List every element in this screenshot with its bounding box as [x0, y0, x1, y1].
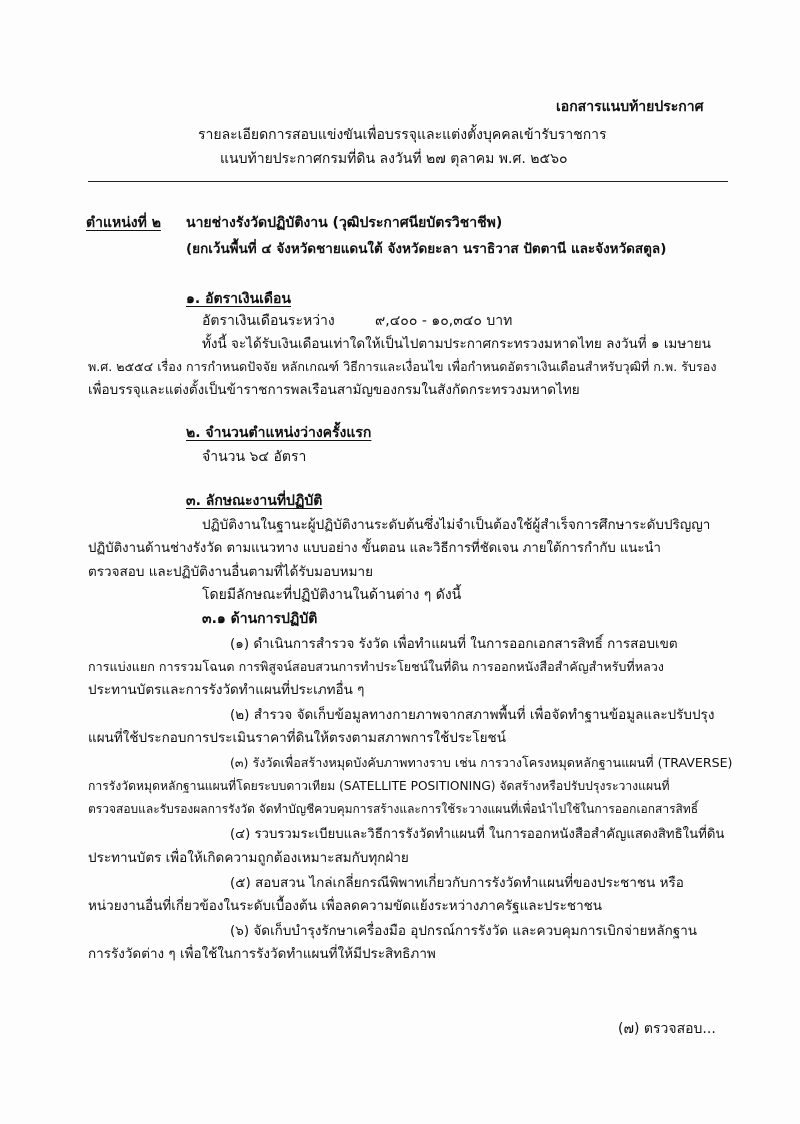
- duty-item-3-line: การรังวัดหมุดหลักฐานแผนที่โดยระบบดาวเทียม (SATELLITE POSITIONING) จัดสร้างหรือปรับปรุงระวางแผนที่: [88, 779, 670, 793]
- header-divider: [88, 181, 728, 182]
- section-1-paragraph-line: เพื่อบรรจุและแต่งตั้งเป็นข้าราชการพลเรือนสามัญของกรมในสังกัดกระทรวงมหาดไทย: [88, 382, 580, 398]
- section-3-heading: ๓. ลักษณะงานที่ปฏิบัติ: [186, 493, 323, 509]
- header-line-2: แนบท้ายประกาศกรมที่ดิน ลงวันที่ ๒๗ ตุลาคม พ.ศ. ๒๕๖๐: [220, 151, 568, 167]
- duty-item-5-line: (๕) สอบสวน ไกล่เกลี่ยกรณีพิพาทเกี่ยวกับการรังวัดทำแผนที่ของประชาชน หรือ: [230, 875, 684, 891]
- duty-item-3-line: (๓) รังวัดเพื่อสร้างหมุดบังคับภาพทางราบ เช่น การวางโครงหมุดหลักฐานแผนที่ (TRAVERSE): [230, 755, 733, 770]
- section-1-paragraph-line: พ.ศ. ๒๕๕๔ เรื่อง การกำหนดปัจจัย หลักเกณฑ์ วิธีการและเงื่อนไข เพื่อกำหนดอัตราเงินเดือนสำหรับวุฒิที่ ก.พ. รับรอง: [88, 359, 717, 374]
- duty-item-5-line: หน่วยงานอื่นที่เกี่ยวข้องในระดับเบื้องต้น เพื่อลดความขัดแย้งระหว่างภาครัฐและประชาชน: [88, 898, 603, 914]
- salary-range-value: ๙,๔๐๐ - ๑๐,๓๔๐ บาท: [375, 313, 513, 329]
- section-1-heading: ๑. อัตราเงินเดือน: [186, 291, 292, 307]
- section-1-paragraph-line: ทั้งนี้ จะได้รับเงินเดือนเท่าใดให้เป็นไปตามประกาศกระทรวงมหาดไทย ลงวันที่ ๑ เมษายน: [202, 336, 711, 352]
- duty-item-3-line: ตรวจสอบและรับรองผลการรังวัด จัดทำบัญชีควบคุมการสร้างและการใช้ระวางแผนที่เพื่อนำไปใช้ในการออกเอกสารสิทธิ์: [88, 802, 699, 816]
- duty-item-2-line: (๒) สำรวจ จัดเก็บข้อมูลทางกายภาพจากสภาพพื้นที่ เพื่อจัดทำฐานข้อมูลและปรับปรุง: [230, 707, 715, 723]
- page-continuation: (๗) ตรวจสอบ...: [618, 1021, 716, 1037]
- section-2-heading: ๒. จำนวนตำแหน่งว่างครั้งแรก: [186, 425, 372, 441]
- annex-title: เอกสารแนบท้ายประกาศ: [556, 99, 704, 115]
- position-label: ตำแหน่งที่ ๒: [86, 215, 161, 231]
- section-3-1-heading: ๓.๑ ด้านการปฏิบัติ: [202, 611, 318, 627]
- duty-item-4-line: ประทานบัตร เพื่อให้เกิดความถูกต้องเหมาะสมกับทุกฝ่าย: [88, 850, 409, 866]
- section-3-intro-line: ปฏิบัติงานด้านช่างรังวัด ตามแนวทาง แบบอย่าง ขั้นตอน และวิธีการที่ชัดเจน ภายใต้การกำกับ แนะนำ: [88, 541, 661, 556]
- duty-item-6-line: การรังวัดต่าง ๆ เพื่อใช้ในการรังวัดทำแผนที่ให้มีประสิทธิภาพ: [88, 946, 436, 962]
- section-3-lead: โดยมีลักษณะที่ปฏิบัติงานในด้านต่าง ๆ ดังนี้: [202, 587, 462, 603]
- vacancy-count: จำนวน ๖๔ อัตรา: [202, 449, 307, 465]
- duty-item-6-line: (๖) จัดเก็บบำรุงรักษาเครื่องมือ อุปกรณ์การรังวัด และควบคุมการเบิกจ่ายหลักฐาน: [230, 923, 698, 939]
- salary-range-label: อัตราเงินเดือนระหว่าง: [202, 313, 335, 329]
- header-line-1: รายละเอียดการสอบแข่งขันเพื่อบรรจุและแต่งตั้งบุคคลเข้ารับราชการ: [198, 127, 607, 143]
- position-title: นายช่างรังวัดปฏิบัติงาน (วุฒิประกาศนียบัตรวิชาชีพ): [186, 215, 503, 231]
- duty-item-2-line: แผนที่ใช้ประกอบการประเมินราคาที่ดินให้ตรงตามสภาพการใช้ประโยชน์: [88, 730, 506, 746]
- duty-item-1-line: (๑) ดำเนินการสำรวจ รังวัด เพื่อทำแผนที่ ในการออกเอกสารสิทธิ์ การสอบเขต: [230, 636, 678, 652]
- duty-item-1-line: ประทานบัตรและการรังวัดทำแผนที่ประเภทอื่น ๆ: [88, 682, 365, 698]
- duty-item-4-line: (๔) รวบรวมระเบียบและวิธีการรังวัดทำแผนที่ ในการออกหนังสือสำคัญแสดงสิทธิในที่ดิน: [230, 827, 725, 842]
- duty-item-1-line: การแบ่งแยก การรวมโฉนด การพิสูจน์สอบสวนการทำประโยชน์ในที่ดิน การออกหนังสือสำคัญสำหรับที่หลวง: [88, 659, 664, 674]
- section-3-intro-line: ตรวจสอบ และปฏิบัติงานอื่นตามที่ได้รับมอบหมาย: [88, 564, 374, 580]
- position-exception: (ยกเว้นพื้นที่ ๔ จังหวัดชายแดนใต้ จังหวัดยะลา นราธิวาส ปัตตานี และจังหวัดสตูล): [186, 241, 667, 257]
- section-3-intro-line: ปฏิบัติงานในฐานะผู้ปฏิบัติงานระดับต้นซึ่งไม่จำเป็นต้องใช้ผู้สำเร็จการศึกษาระดับปริญญา: [202, 517, 711, 533]
